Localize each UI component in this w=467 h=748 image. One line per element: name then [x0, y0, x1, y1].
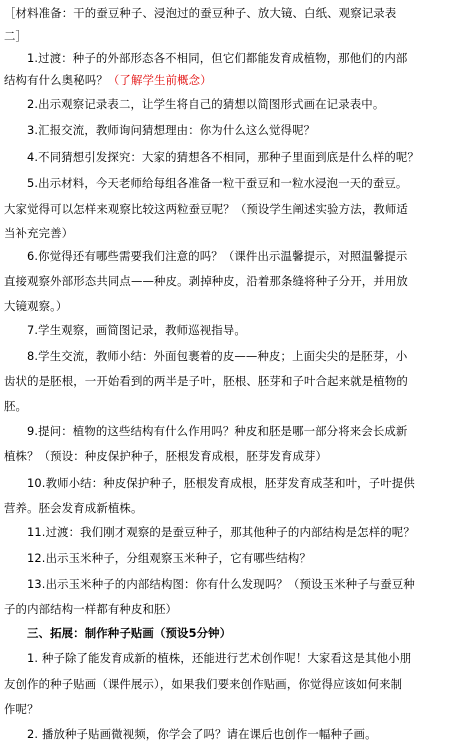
doc-line-ext1: 1. 种子除了能发育成新的植株，还能进行艺术创作呢！大家看这是其他小朋 — [27, 651, 412, 665]
doc-line-step8: 8.学生交流，教师小结：外面包裹着的皮——种皮；上面尖尖的是胚芽，小 — [27, 349, 408, 363]
doc-line-materials-cont: 二］ — [4, 29, 28, 43]
doc-line-step13-cont: 子的内部结构一样都有种皮和胚） — [4, 602, 178, 616]
doc-line-step3: 3.汇报交流，教师询问猜想理由：你为什么这么觉得呢？ — [27, 123, 316, 137]
doc-line-step5-cont2: 当补充完善） — [4, 226, 74, 240]
doc-line-step8-cont: 齿状的是胚根，一开始看到的两半是子叶，胚根、胚芽和子叶合起来就是植物的 — [4, 374, 408, 388]
doc-line-ext1-cont2: 作呢？ — [4, 702, 39, 716]
doc-line-step5-cont: 大家觉得可以怎样来观察比较这两粒蚕豆呢？（预设学生阐述实验方法，教师适 — [4, 202, 408, 216]
doc-line-step8-cont2: 胚。 — [4, 399, 28, 413]
doc-line-step6-cont: 直接观察外部形态共同点——种皮。剥掉种皮，沿着那条缝将种子分开，并用放 — [4, 274, 408, 288]
doc-line-step9: 9.提问：植物的这些结构有什么作用吗？种皮和胚是哪一部分将来会长成新 — [27, 424, 408, 438]
doc-line-step1-cont — [4, 73, 463, 87]
doc-line-step12: 12.出示玉米种子，分组观察玉米种子，它有哪些结构？ — [27, 551, 312, 565]
section-heading-extension: 三、拓展：制作种子贴画（预设5分钟） — [27, 626, 232, 640]
doc-line-step13: 13.出示玉米种子的内部结构图：你有什么发现吗？（预设玉米种子与蚕豆种 — [27, 577, 415, 591]
doc-line-step6: 6.你觉得还有哪些需要我们注意的吗？（课件出示温馨提示，对照温馨提示 — [27, 249, 408, 263]
doc-line-step6-cont2: 大镜观察。） — [4, 299, 68, 313]
doc-line-step4: 4.不同猜想引发探究：大家的猜想各不相同，那种子里面到底是什么样的呢？ — [27, 150, 420, 164]
doc-line-step10: 10.教师小结：种皮保护种子，胚根发育成根，胚芽发育成茎和叶，子叶提供 — [27, 476, 415, 490]
doc-line-step7: 7.学生观察，画简图记录，教师巡视指导。 — [27, 323, 246, 337]
doc-line-step11: 11.过渡：我们刚才观察的是蚕豆种子，那其他种子的内部结构是怎样的呢？ — [27, 525, 415, 539]
doc-line-ext2: 2. 播放种子贴画微视频，你学会了吗？请在课后也创作一幅种子画。 — [27, 727, 377, 741]
red-note: （了解学生前概念） — [107, 73, 212, 87]
doc-line-materials: ［材料准备：干的蚕豆种子、浸泡过的蚕豆种子、放大镜、白纸、观察记录表 — [4, 6, 397, 20]
doc-line-ext1-cont: 友创作的种子贴画（课件展示），如果我们要来创作贴画，你觉得应该如何来制 — [4, 677, 403, 691]
doc-line-step9-cont: 植株？（预设：种皮保护种子，胚根发育成根，胚芽发育成芽） — [4, 449, 328, 463]
doc-line-text: 结构有什么奥秘吗？ — [4, 73, 108, 87]
doc-line-step5: 5.出示材料，今天老师给每组各准备一粒干蚕豆和一粒水浸泡一天的蚕豆。 — [27, 176, 408, 190]
doc-line-step1: 1.过渡：种子的外部形态各不相同，但它们都能发育成植物，那他们的内部 — [27, 51, 408, 65]
doc-line-step10-cont: 营养。胚会发育成新植株。 — [4, 501, 143, 515]
doc-line-step2: 2.出示观察记录表二，让学生将自己的猜想以简图形式画在记录表中。 — [27, 97, 385, 111]
